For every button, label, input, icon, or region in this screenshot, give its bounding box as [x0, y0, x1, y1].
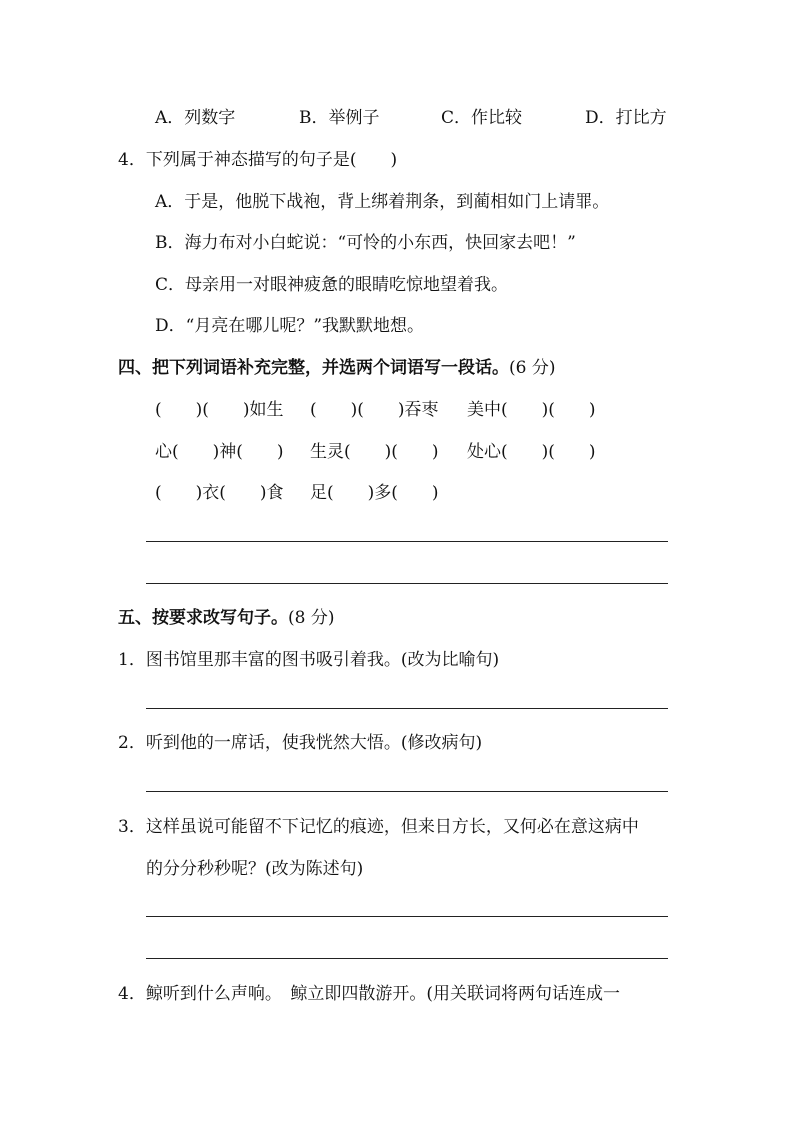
s5-item-3: 3．这样虽说可能留不下记忆的痕迹，但来日方长，又何必在意这病中 [118, 817, 639, 837]
option-a: A．列数字 [155, 108, 236, 128]
answer-line [146, 916, 668, 917]
idiom-blank: 处心( )( ) [467, 442, 596, 462]
idiom-blank: 美中( )( ) [467, 400, 596, 420]
section5-score: (8 分) [288, 608, 335, 628]
q4-option-a: A．于是，他脱下战袍，背上绑着荆条，到蔺相如门上请罪。 [155, 192, 610, 212]
s5-item-2: 2．听到他的一席话，使我恍然大悟。(修改病句) [118, 733, 483, 753]
answer-line [146, 791, 668, 792]
s5-item-3-cont: 的分分秒秒呢？(改为陈述句) [146, 859, 364, 879]
answer-line [146, 708, 668, 709]
section4-title: 四、把下列词语补充完整，并选两个词语写一段话。(6 分) [118, 358, 556, 378]
s5-item-4: 4．鲸听到什么声响。 鲸立即四散游开。(用关联词将两句话连成一 [118, 984, 620, 1004]
section4-score: (6 分) [509, 358, 556, 378]
answer-line [146, 583, 668, 584]
idiom-blank: ( )衣( )食 [155, 483, 284, 503]
idiom-blank: 足( )多( ) [310, 483, 439, 503]
s5-item-1: 1．图书馆里那丰富的图书吸引着我。(改为比喻句) [118, 650, 500, 670]
section5-title: 五、按要求改写句子。(8 分) [118, 608, 335, 628]
answer-line [146, 958, 668, 959]
idiom-blank: 生灵( )( ) [310, 442, 439, 462]
option-b: B．举例子 [299, 108, 380, 128]
option-d: D．打比方 [585, 108, 667, 128]
q4-option-c: C．母亲用一对眼神疲惫的眼睛吃惊地望着我。 [155, 275, 509, 295]
idiom-blank: 心( )神( ) [155, 442, 284, 462]
idiom-blank: ( )( )如生 [155, 400, 284, 420]
q4-stem: 4．下列属于神态描写的句子是( ) [118, 150, 398, 170]
q4-option-d: D．“月亮在哪儿呢？”我默默地想。 [155, 316, 425, 336]
q4-option-b: B．海力布对小白蛇说：“可怜的小东西，快回家去吧！” [155, 233, 576, 253]
option-c: C．作比较 [441, 108, 523, 128]
answer-line [146, 541, 668, 542]
idiom-blank: ( )( )吞枣 [310, 400, 439, 420]
